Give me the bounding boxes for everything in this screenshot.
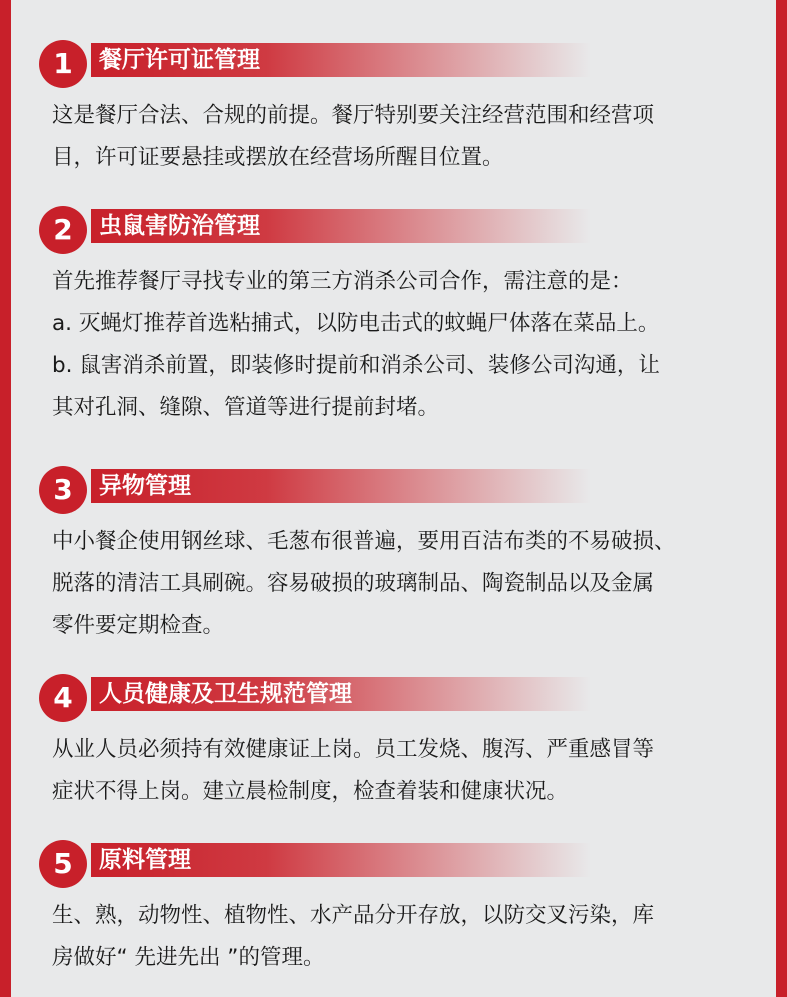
section-body	[52, 521, 764, 647]
section-title: 虫鼠害防治管理	[99, 213, 260, 239]
section-title: 原料管理	[99, 847, 191, 873]
section-title: 人员健康及卫生规范管理	[99, 681, 352, 707]
section-title-bar	[91, 677, 591, 711]
body-line: a. 灭蝇灯推荐首选粘捕式，以防电击式的蚊蝇尸体落在菜品上。	[52, 311, 660, 336]
section-number-badge: 2	[39, 206, 87, 254]
body-line: 首先推荐餐厅寻找专业的第三方消杀公司合作，需注意的是：	[52, 269, 633, 294]
body-line: 生、熟，动物性、植物性、水产品分开存放，以防交叉污染，库	[52, 903, 655, 928]
section-number-badge: 1	[39, 40, 87, 88]
body-line: 症状不得上岗。建立晨检制度，检查着装和健康状况。	[52, 779, 569, 804]
body-line: 脱落的清洁工具刷碗。容易破损的玻璃制品、陶瓷制品以及金属	[52, 571, 655, 596]
section-heading	[39, 840, 599, 888]
section-number-badge: 4	[39, 674, 87, 722]
section-body	[52, 895, 764, 979]
section-title-bar	[91, 469, 591, 503]
section-title: 异物管理	[99, 473, 191, 499]
body-line: 从业人员必须持有效健康证上岗。员工发烧、腹泻、严重感冒等	[52, 737, 655, 762]
section-body	[52, 729, 764, 813]
section-body	[52, 261, 764, 429]
body-line: b. 鼠害消杀前置，即装修时提前和消杀公司、装修公司沟通，让	[52, 353, 660, 378]
section-title-bar	[91, 843, 591, 877]
section-title-bar	[91, 43, 591, 77]
section-number-badge: 5	[39, 840, 87, 888]
body-line: 中小餐企使用钢丝球、毛葱布很普遍，要用百洁布类的不易破损、	[52, 529, 676, 554]
section-heading	[39, 206, 599, 254]
body-line: 零件要定期检查。	[52, 613, 225, 638]
body-line: 其对孔洞、缝隙、管道等进行提前封堵。	[52, 395, 440, 420]
section-title: 餐厅许可证管理	[99, 47, 260, 73]
section-body	[52, 95, 764, 179]
content-panel	[11, 0, 776, 997]
body-line: 房做好“ 先进先出 ”的管理。	[52, 945, 325, 970]
section-title-bar	[91, 209, 591, 243]
body-line: 这是餐厅合法、合规的前提。餐厅特别要关注经营范围和经营项	[52, 103, 655, 128]
section-heading	[39, 466, 599, 514]
section-heading	[39, 40, 599, 88]
section-heading	[39, 674, 599, 722]
section-number-badge: 3	[39, 466, 87, 514]
body-line: 目，许可证要悬挂或摆放在经营场所醒目位置。	[52, 145, 504, 170]
